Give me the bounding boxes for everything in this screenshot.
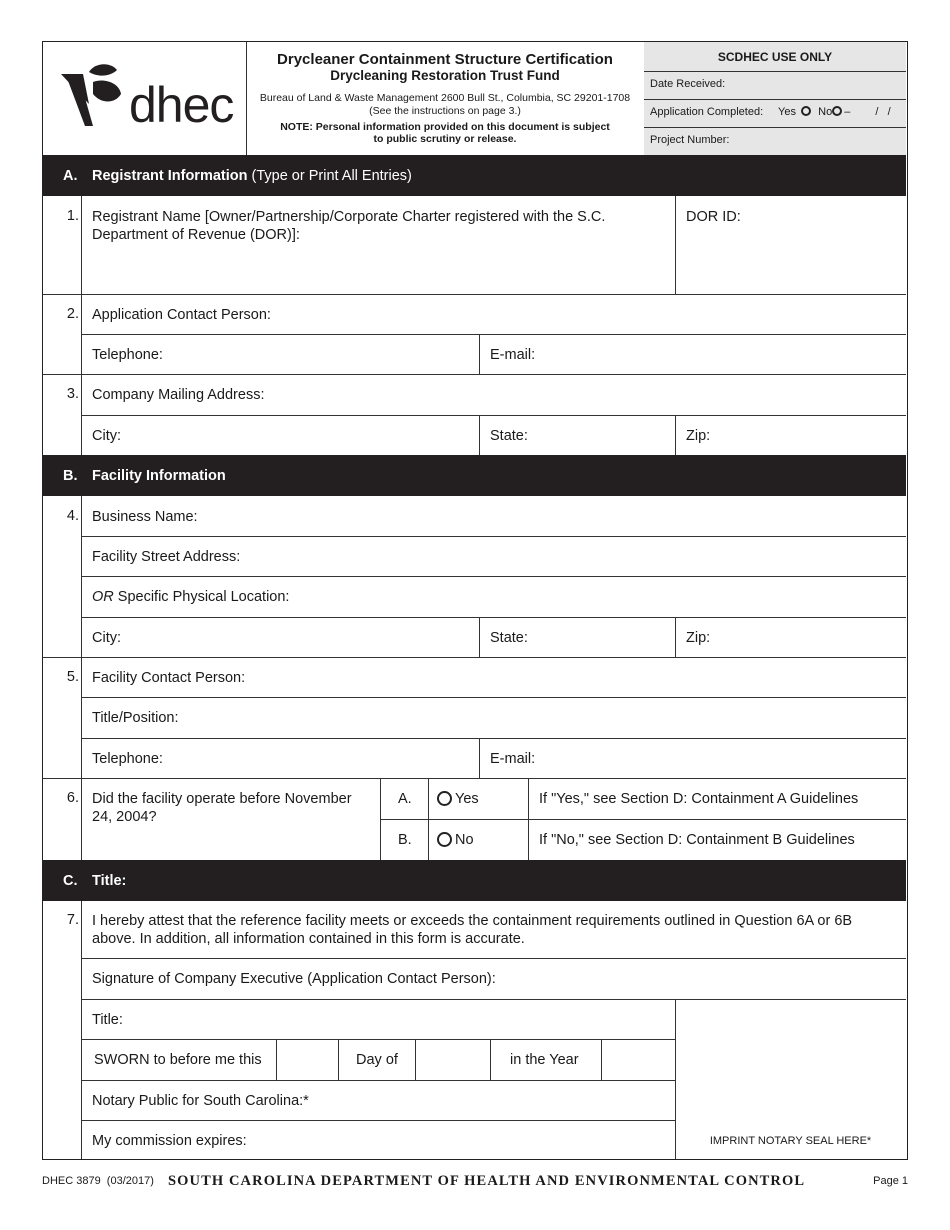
title-position-field[interactable]: Title/Position: [92,710,179,726]
application-completed-label: Application Completed: [650,106,764,118]
section-a-letter: A. [63,168,78,184]
executive-signature-field[interactable]: Signature of Company Executive (Application Contact Person): [92,971,496,987]
title-field-c[interactable]: Title: [92,1012,123,1028]
registrant-name-field[interactable] [92,208,605,244]
page-number: Page 1 [873,1175,908,1187]
no-radio-icon[interactable] [832,106,842,116]
section-b-title: Facility Information [92,468,226,484]
question-number-2: 2. [66,306,79,322]
option-b-label: B. [398,832,412,848]
zip-field-b[interactable]: Zip: [686,630,711,646]
operate-before-question [92,790,352,826]
attestation-line-1: I hereby attest that the reference facility meets or exceeds the containment requirements outlined in Question 6A or 6B [92,913,853,929]
project-number-label[interactable]: Project Number: [650,134,730,146]
yes-radio-icon[interactable] [437,791,452,806]
state-field-b[interactable]: State: [490,630,528,646]
sworn-day-field[interactable] [276,1039,338,1080]
no-label: No [818,106,833,118]
facility-contact-field[interactable]: Facility Contact Person: [92,670,246,686]
operate-before-line-1: Did the facility operate before November [92,791,352,807]
zip-field-a[interactable]: Zip: [686,428,711,444]
section-a-subtitle: (Type or Print All Entries) [247,168,412,184]
question-number-1: 1. [66,208,79,224]
attestation-line-2: above. In addition, all information contained in this form is accurate. [92,931,525,947]
no-guideline-note: If "No," see Section D: Containment B Guidelines [539,832,855,848]
question-number-4: 4. [66,508,79,524]
in-the-year-label: in the Year [510,1052,579,1068]
dash-label: – [844,106,851,118]
bureau-address: Bureau of Land & Waste Management 2600 Bull St., Columbia, SC 29201-1708 [259,92,631,104]
attestation-text [92,912,852,948]
month-field[interactable] [415,1039,490,1080]
yes-label: Yes [778,106,796,118]
telephone-field-b[interactable]: Telephone: [92,751,163,767]
logo-area [43,42,246,155]
state-field-a[interactable]: State: [490,428,528,444]
date-received-label[interactable]: Date Received: [650,78,726,90]
application-contact-field[interactable]: Application Contact Person: [92,307,271,323]
section-a-header [43,155,906,196]
form-id: DHEC 3879 (03/2017) [42,1175,154,1187]
form-subtitle: Drycleaning Restoration Trust Fund [330,68,560,83]
yes-radio-icon[interactable] [801,106,811,116]
no-option[interactable] [437,831,474,849]
yes-guideline-note: If "Yes," see Section D: Containment A Guidelines [539,791,859,807]
privacy-note-2: to public scrutiny or release. [373,133,517,145]
city-field-b[interactable]: City: [92,630,121,646]
privacy-note-1: NOTE: Personal information provided on this document is subject [280,121,610,133]
business-name-field[interactable]: Business Name: [92,509,198,525]
date-slashes: / / [875,106,891,118]
company-mailing-address-field[interactable]: Company Mailing Address: [92,387,265,403]
email-field-b[interactable]: E-mail: [490,751,536,767]
dhec-logo-icon [59,64,131,130]
commission-expires-field[interactable]: My commission expires: [92,1133,247,1149]
department-name: SOUTH CAROLINA DEPARTMENT OF HEALTH AND ENVIRONMENTAL CONTROL [168,1173,806,1189]
no-radio-icon[interactable] [437,832,452,847]
use-only-title: SCDHEC USE ONLY [717,50,833,64]
yes-option-label: Yes [455,791,479,807]
logo-text: dhec [129,77,234,133]
section-c-letter: C. [63,873,78,889]
form-title: Drycleaner Containment Structure Certification [277,51,613,68]
form-container [42,41,908,1160]
facility-street-address-field[interactable]: Facility Street Address: [92,549,241,565]
instructions-note: (See the instructions on page 3.) [369,105,521,117]
question-number-3: 3. [66,386,79,402]
physical-location-field[interactable] [92,588,289,606]
or-label: OR [92,589,114,605]
section-c-header [43,860,906,901]
operate-before-line-2: 24, 2004? [92,809,157,825]
sworn-label: SWORN to before me this [94,1052,262,1068]
yes-option[interactable] [437,790,479,808]
city-field-a[interactable]: City: [92,428,121,444]
registrant-name-label-2: Department of Revenue (DOR)]: [92,227,300,243]
email-field-a[interactable]: E-mail: [490,347,536,363]
notary-seal-area: IMPRINT NOTARY SEAL HERE* [709,1135,872,1147]
section-b-header [43,455,906,496]
registrant-name-label-1: Registrant Name [Owner/Partnership/Corporate Charter registered with the S.C. [92,209,606,225]
section-a-title: Registrant Information [92,168,248,184]
question-number-6: 6. [66,790,79,806]
physical-location-label: Specific Physical Location: [113,589,290,605]
application-completed-row [650,106,891,118]
notary-public-field[interactable]: Notary Public for South Carolina:* [92,1093,309,1109]
dor-id-field[interactable]: DOR ID: [686,209,741,225]
option-a-label: A. [398,791,412,807]
telephone-field-a[interactable]: Telephone: [92,347,163,363]
question-number-7: 7. [66,912,79,928]
section-c-title: Title: [92,873,127,889]
year-field[interactable] [601,1039,675,1080]
no-option-label: No [455,832,474,848]
section-b-letter: B. [63,468,78,484]
question-number-5: 5. [66,669,79,685]
day-of-label: Day of [356,1052,398,1068]
form-header-text [246,42,644,155]
use-only-panel [644,42,906,155]
